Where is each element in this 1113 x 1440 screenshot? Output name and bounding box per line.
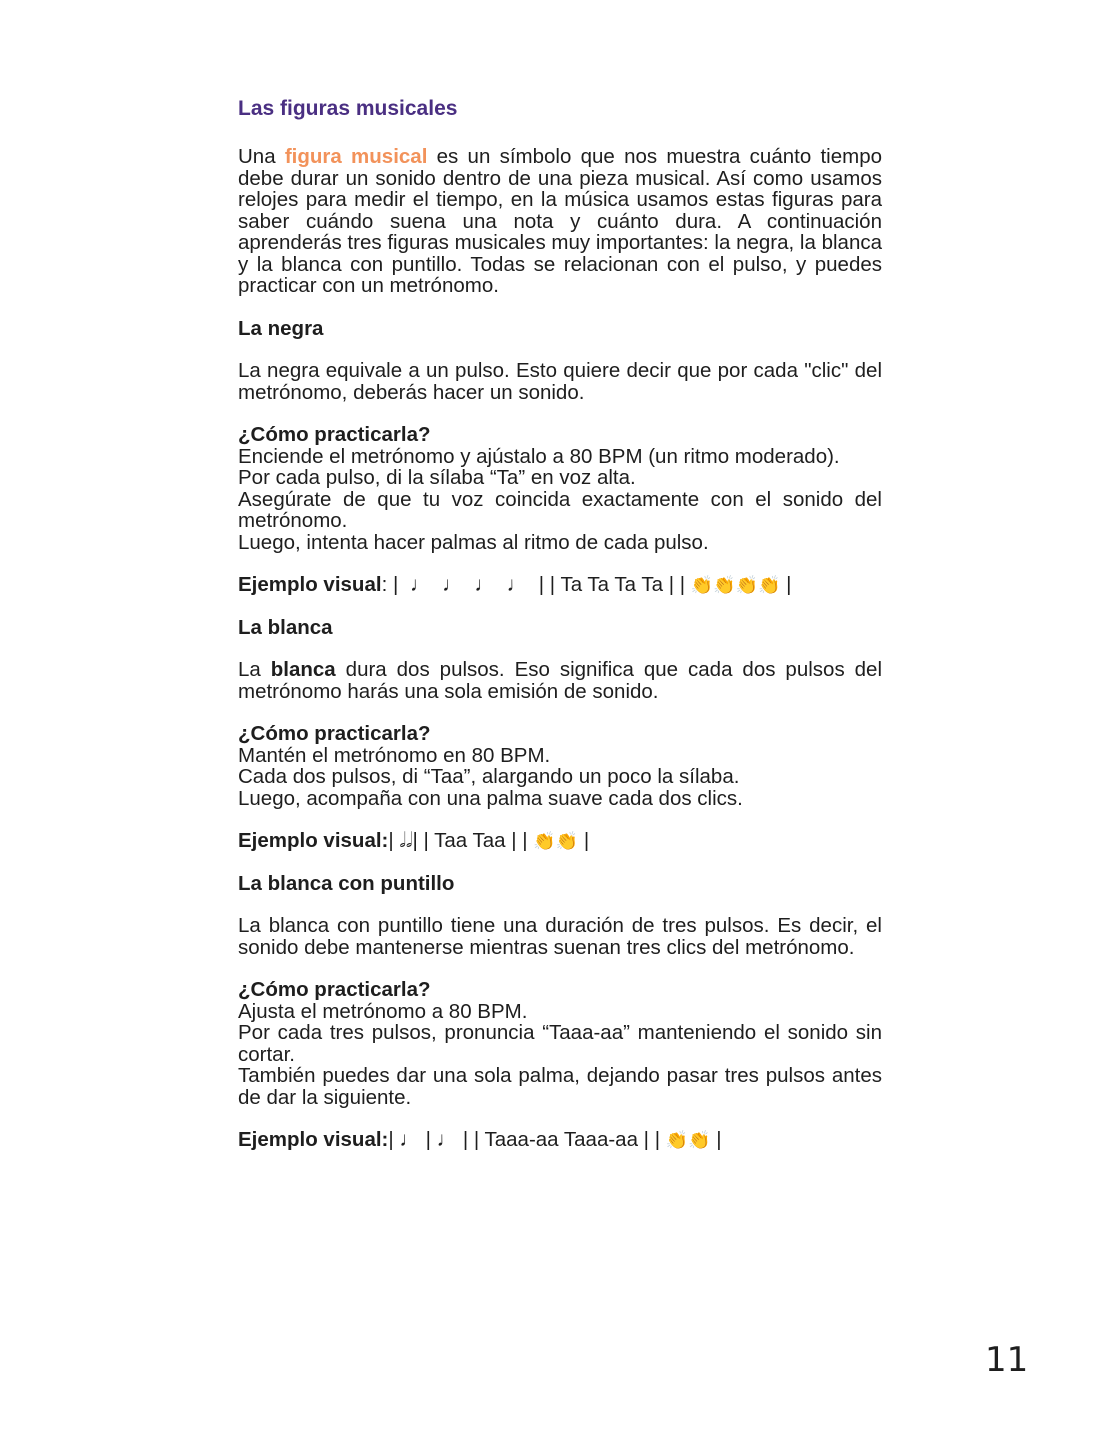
negra-heading: La negra (238, 316, 324, 340)
blanca-step-1: Mantén el metrónomo en 80 BPM. (238, 743, 551, 767)
blanca-step-2: Cada dos pulsos, di “Taa”, alargando un poco la sílaba. (238, 765, 740, 788)
negra-step-3: Asegúrate de que tu voz coincida exactamente con el sonido del metrónomo. (238, 487, 882, 532)
intro-paragraph (238, 146, 882, 297)
negra-practice-heading: ¿Cómo practicarla? (238, 423, 431, 446)
blanca-example (238, 830, 882, 852)
page-content (238, 94, 882, 1151)
page-title: Las figuras musicales (238, 97, 458, 120)
puntillo-example-syllables: | | Taaa-aa Taaa-aa | | (462, 1128, 666, 1151)
blanca-example-syllables: | Taa Taa | | (423, 829, 534, 852)
puntillo-practice-heading: ¿Cómo practicarla? (238, 978, 431, 1001)
blanca-example-end: | (578, 829, 590, 852)
blanca-step-3: Luego, acompaña con una palma suave cada dos clics. (238, 786, 743, 810)
puntillo-example-end: | (710, 1128, 722, 1151)
negra-step-1: Enciende el metrónomo y ajústalo a 80 BPM (un ritmo moderado). (238, 444, 840, 468)
puntillo-description: La blanca con puntillo tiene una duración de tres pulsos. Es decir, el sonido debe mantenerse mientras suenan tres clics del metrónomo. (238, 914, 882, 959)
negra-example-sep: : (381, 573, 393, 596)
clapping-hands-icons: 👏👏👏👏 (690, 575, 781, 595)
puntillo-step-3: También puedes dar una sola palma, dejando pasar tres pulsos antes de dar la siguiente. (238, 1064, 882, 1109)
puntillo-example-label: Ejemplo visual: (238, 1128, 389, 1151)
puntillo-step-1: Ajusta el metrónomo a 80 BPM. (238, 999, 528, 1023)
puntillo-heading: La blanca con puntillo (238, 871, 455, 895)
negra-step-2: Por cada pulso, di la sílaba “Ta” en voz alta. (238, 466, 636, 489)
intro-text-after: es un símbolo que nos muestra cuánto tiempo debe durar un sonido dentro de una pieza musical. Así como usamos relojes para medir el tiempo, en la música usamos estas figuras para saber cuándo suena una nota y cuánto dura. A continuación aprenderás tres figuras musicales muy importantes: la negra, la blanca y la blanca con puntillo. Todas se relacionan con el pulso, y puedes practicar con un metrónomo. (238, 145, 882, 297)
negra-description: La negra equivale a un pulso. Esto quiere decir que por cada "clic" del metrónomo, deberás hacer un sonido. (238, 359, 882, 404)
blanca-heading: La blanca (238, 615, 333, 639)
negra-step-4: Luego, intenta hacer palmas al ritmo de cada pulso. (238, 530, 709, 554)
blanca-example-label: Ejemplo visual: (238, 829, 389, 852)
puntillo-step-2: Por cada tres pulsos, pronuncia “Taaa-aa” manteniendo el sonido sin cortar. (238, 1021, 882, 1066)
negra-example-end: | (780, 573, 792, 596)
negra-example-syllables: | | Ta Ta Ta Ta | | (538, 573, 691, 596)
blanca-description (238, 659, 882, 702)
intro-highlight: figura musical (284, 145, 428, 168)
puntillo-example (238, 1129, 882, 1151)
blanca-desc-after: dura dos pulsos. Eso significa que cada dos pulsos del metrónomo harás una sola emisión de sonido. (238, 658, 883, 703)
blanca-desc-bold: blanca (270, 658, 336, 681)
clapping-hands-icons: 👏👏 (665, 1130, 711, 1150)
page-number: 11 (985, 1340, 1029, 1380)
dotted-note-icons: | ♩ | ♩ (388, 1128, 463, 1151)
intro-text-before: Una (238, 145, 285, 168)
blanca-desc-before: La (238, 658, 271, 681)
half-note-icons: | 𝅗𝅥𝅗𝅥| (388, 829, 424, 852)
blanca-practice-heading: ¿Cómo practicarla? (238, 722, 431, 745)
clapping-hands-icons: 👏👏 (533, 831, 579, 851)
negra-example-label: Ejemplo visual (238, 573, 382, 596)
quarter-note-icons: | ♩ ♩ ♩ ♩ (392, 573, 539, 596)
negra-example (238, 574, 882, 596)
